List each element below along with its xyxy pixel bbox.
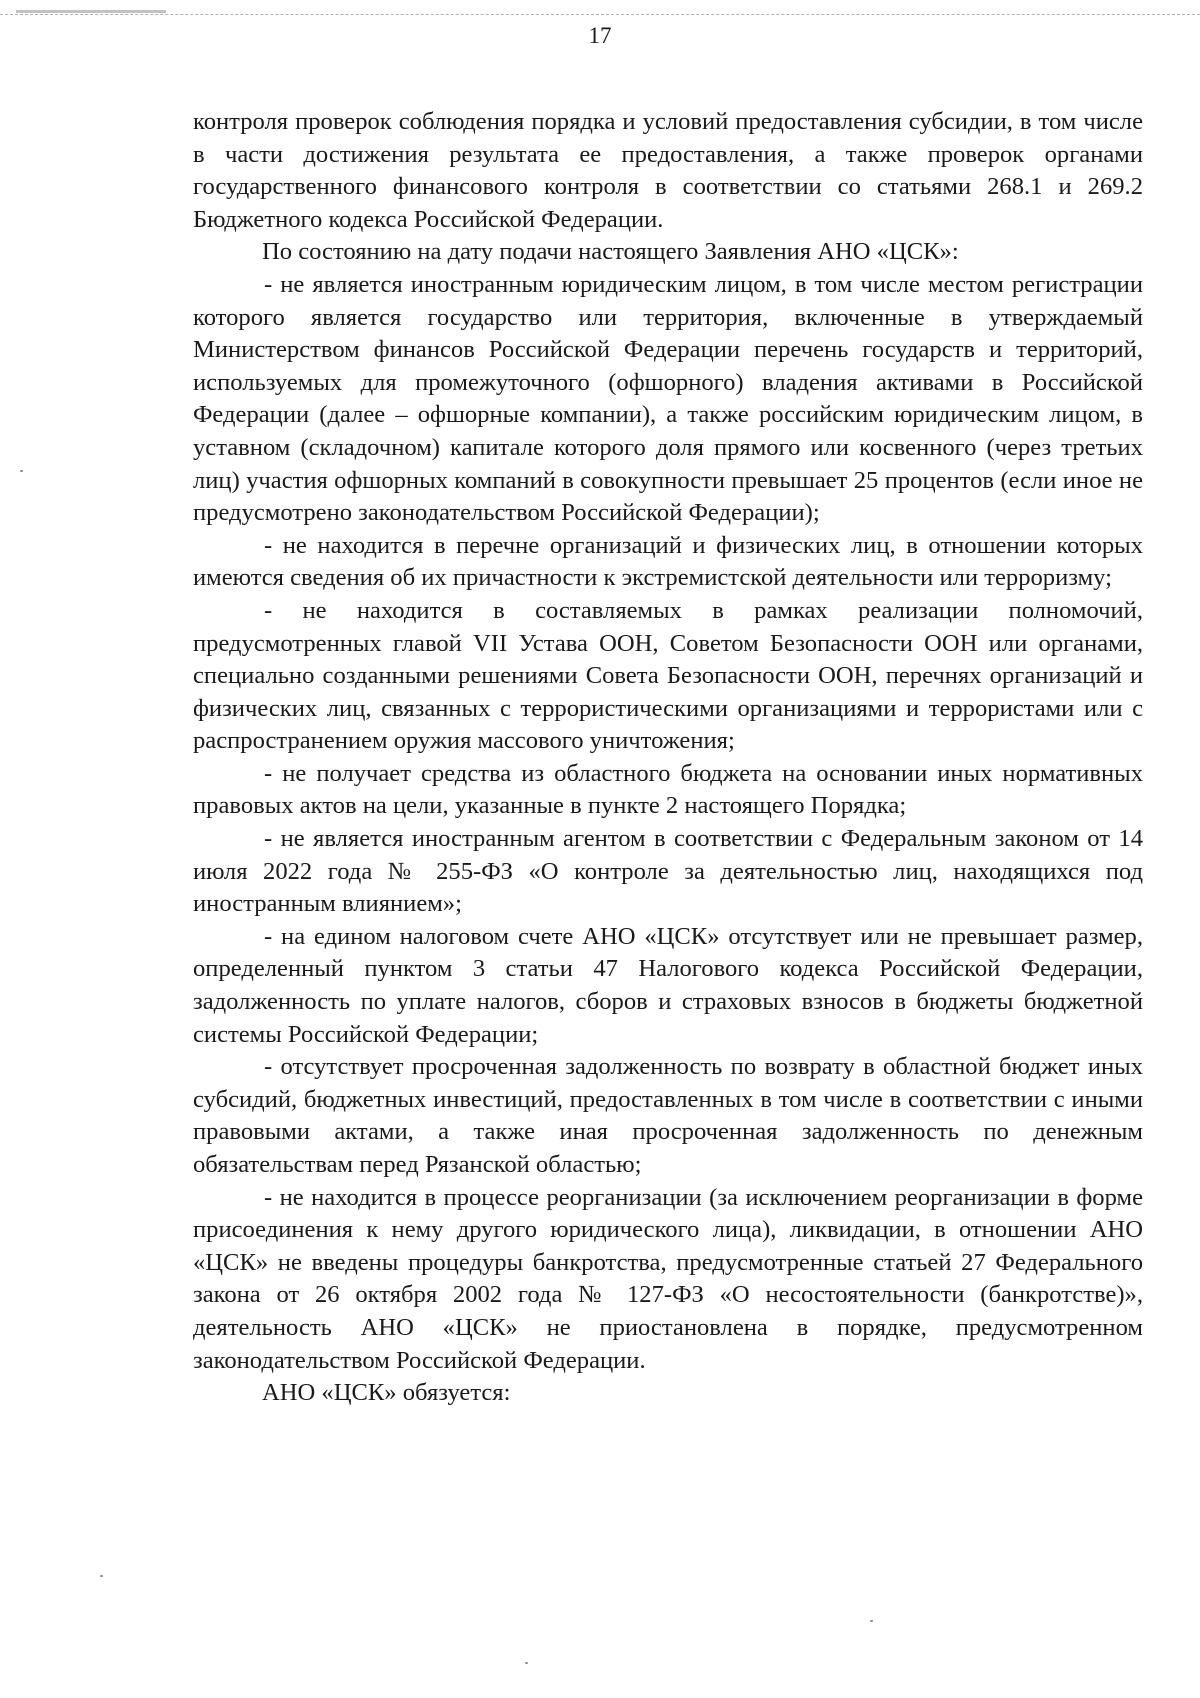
scan-speck xyxy=(525,1662,528,1664)
scan-speck xyxy=(870,1620,873,1622)
page-number: 17 xyxy=(588,23,612,48)
list-item-budget-funds: - не получает средства из областного бюджета на основании иных нормативных правовых актов на цели, указанные в пункте 2 настоящего Порядка; xyxy=(193,759,1143,820)
list-item-un-lists: - не находится в составляемых в рамках реализации полномочий, предусмотренных главой VII Устава ООН, Советом Безопасности ООН или органами, специально созданными решениями Совета Безопасности ООН, перечнях организаций и физических лиц, связанных с террористическими организациями и террористами или с распространением оружия массового уничтожения; xyxy=(193,596,1143,755)
paragraph-status-intro: По состоянию на дату подачи настоящего Заявления АНО «ЦСК»: xyxy=(262,238,959,266)
paragraph-obligations-intro: АНО «ЦСК» обязуется: xyxy=(262,1379,511,1407)
scan-artifact xyxy=(16,10,166,13)
list-item-overdue-debt: - отсутствует просроченная задолженность по возврату в областной бюджет иных субсидий, бюджетных инвестиций, предоставленных в том числе в соответствии с иными правовыми актами, а также иная просроченная задолженность по денежным обязательствам перед Рязанской областью; xyxy=(193,1053,1143,1178)
paragraph-continuation: контроля проверок соблюдения порядка и условий предоставления субсидии, в том числе в части достижения результата ее предоставления, а также проверок органами государственного финансового контроля в соответствии со статьями 268.1 и 269.2 Бюджетного кодекса Российской Федерации. xyxy=(193,108,1143,233)
list-item-tax-account: - на едином налоговом счете АНО «ЦСК» отсутствует или не превышает размер, определенный пунктом 3 статьи 47 Налогового кодекса Российской Федерации, задолженность по уплате налогов, сборов и страховых взносов в бюджеты бюджетной системы Российской Федерации; xyxy=(193,922,1143,1048)
scan-speck xyxy=(100,1575,103,1577)
list-item-reorganization: - не находится в процессе реорганизации (за исключением реорганизации в форме присоединения к нему другого юридического лица), ликвидации, в отношении АНО «ЦСК» не введены процедуры банкротства, предусмотренные статьей 27 Федерального закона от 26 октября 2002 года № 127-ФЗ «О несостоятельности (банкротстве)», деятельность АНО «ЦСК» не приостановлена в порядке, предусмотренном законодательством Российской Федерации. xyxy=(193,1183,1143,1374)
list-item-foreign-agent: - не является иностранным агентом в соответствии с Федеральным законом от 14 июля 2022 года № 255-ФЗ «О контроле за деятельностью лиц, находящихся под иностранным влиянием»; xyxy=(193,825,1143,918)
list-item-extremism-list: - не находится в перечне организаций и физических лиц, в отношении которых имеются сведения об их причастности к экстремистской деятельности или терроризму; xyxy=(193,531,1143,592)
scan-edge-line xyxy=(0,14,1200,15)
scan-speck xyxy=(20,470,23,472)
document-body xyxy=(193,106,1143,1410)
list-item-foreign-entity: - не является иностранным юридическим лицом, в том числе местом регистрации которого является государство или территория, включенные в утверждаемый Министерством финансов Российской Федерации перечень государств и территорий, используемых для промежуточного (офшорного) владения активами в Российской Федерации (далее – офшорные компании), а также российским юридическим лицом, в уставном (складочном) капитале которого доля прямого или косвенного (через третьих лиц) участия офшорных компаний в совокупности превышает 25 процентов (если иное не предусмотрено законодательством Российской Федерации); xyxy=(193,270,1143,527)
